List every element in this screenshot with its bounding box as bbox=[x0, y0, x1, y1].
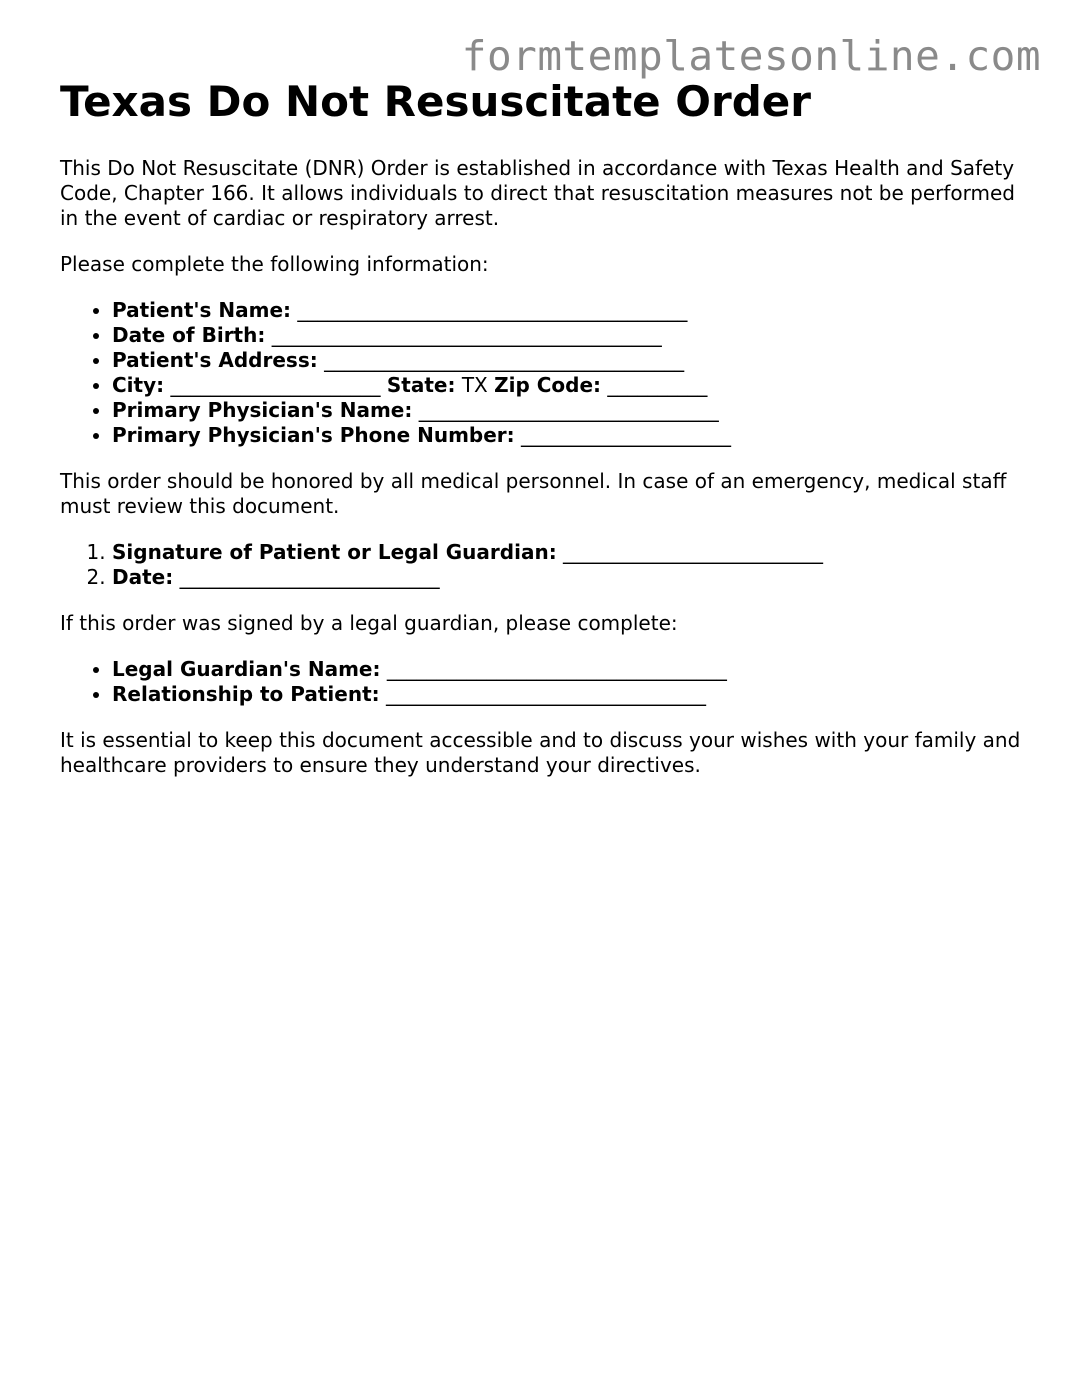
address-label: Patient's Address: bbox=[112, 348, 318, 372]
signature-field[interactable]: __________________________ bbox=[563, 540, 824, 564]
city-label: City: bbox=[112, 373, 165, 397]
dob-label: Date of Birth: bbox=[112, 323, 266, 347]
state-value: TX bbox=[461, 373, 488, 397]
signature-date-field[interactable]: __________________________ bbox=[179, 565, 440, 589]
list-item-patient-name bbox=[112, 298, 1025, 323]
patient-name-label: Patient's Name: bbox=[112, 298, 292, 322]
city-field[interactable]: _____________________ bbox=[170, 373, 381, 397]
physician-name-label: Primary Physician's Name: bbox=[112, 398, 413, 422]
physician-phone-field[interactable]: _____________________ bbox=[521, 423, 732, 447]
guardian-name-field[interactable]: __________________________________ bbox=[386, 657, 727, 681]
watermark: formtemplatesonline.com bbox=[461, 32, 1041, 80]
guardian-info-list bbox=[60, 657, 1025, 707]
list-item-physician-phone bbox=[112, 423, 1025, 448]
signature-list bbox=[60, 540, 1025, 590]
list-item-guardian-relationship bbox=[112, 682, 1025, 707]
signature-date-label: Date: bbox=[112, 565, 174, 589]
physician-phone-label: Primary Physician's Phone Number: bbox=[112, 423, 515, 447]
address-field[interactable]: ____________________________________ bbox=[324, 348, 685, 372]
list-item-guardian-name bbox=[112, 657, 1025, 682]
zip-field[interactable]: __________ bbox=[607, 373, 708, 397]
physician-name-field[interactable]: ______________________________ bbox=[418, 398, 719, 422]
list-item-physician-name bbox=[112, 398, 1025, 423]
list-item-city-state-zip bbox=[112, 373, 1025, 398]
document-content bbox=[60, 78, 1025, 778]
relationship-field[interactable]: ________________________________ bbox=[386, 682, 707, 706]
relationship-label: Relationship to Patient: bbox=[112, 682, 380, 706]
patient-name-field[interactable]: _______________________________________ bbox=[297, 298, 688, 322]
dob-field[interactable]: _______________________________________ bbox=[271, 323, 662, 347]
intro-paragraph: This Do Not Resuscitate (DNR) Order is established in accordance with Texas Health and Safety Code, Chapter 166. It allows individuals to direct that resuscitation measures not be performed in the event of cardiac or respiratory arrest. bbox=[60, 156, 1015, 230]
signature-label: Signature of Patient or Legal Guardian: bbox=[112, 540, 557, 564]
state-label: State: bbox=[386, 373, 456, 397]
page-title: Texas Do Not Resuscitate Order bbox=[60, 77, 811, 126]
guardian-name-label: Legal Guardian's Name: bbox=[112, 657, 381, 681]
list-item-signature bbox=[112, 540, 1025, 565]
honor-paragraph: This order should be honored by all medical personnel. In case of an emergency, medical staff must review this document. bbox=[60, 469, 1007, 518]
list-item-signature-date bbox=[112, 565, 1025, 590]
list-item-address bbox=[112, 348, 1025, 373]
closing-paragraph: It is essential to keep this document accessible and to discuss your wishes with your family and healthcare providers to ensure they understand your directives. bbox=[60, 728, 1021, 777]
zip-label: Zip Code: bbox=[494, 373, 602, 397]
patient-info-list bbox=[60, 298, 1025, 448]
list-item-dob bbox=[112, 323, 1025, 348]
guardian-instruction: If this order was signed by a legal guardian, please complete: bbox=[60, 611, 678, 635]
instruction-text: Please complete the following information: bbox=[60, 252, 489, 276]
